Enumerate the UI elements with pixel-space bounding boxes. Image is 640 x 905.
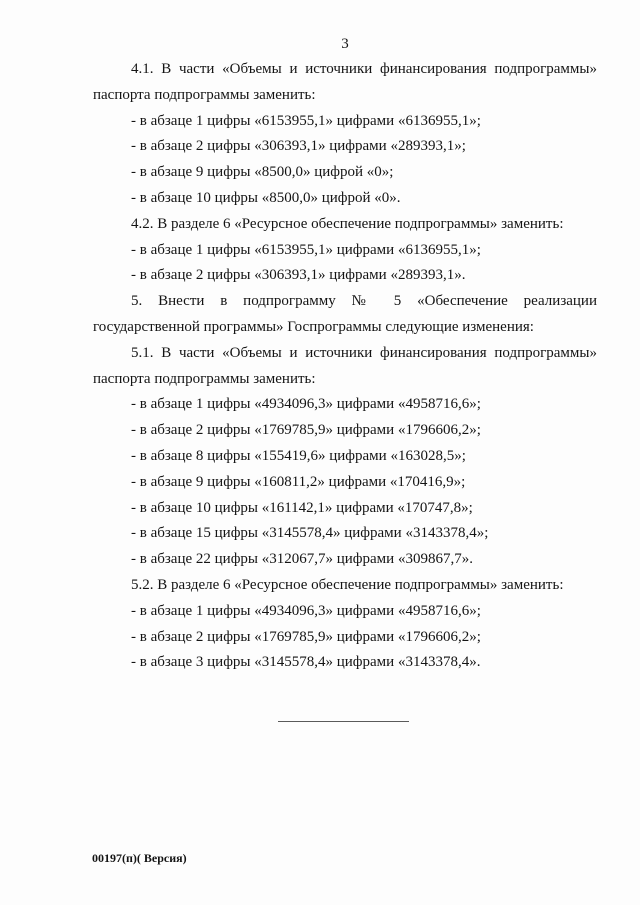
document-body [93,57,597,676]
paragraph-line: - в абзаце 2 цифры «306393,1» цифрами «289393,1». [131,267,466,284]
paragraph-line: - в абзаце 2 цифры «306393,1» цифрами «289393,1»; [131,138,466,155]
paragraph-line: 4.1. В части «Объемы и источники финансирования подпрограммы» [131,61,597,77]
paragraph-line: - в абзаце 1 цифры «6153955,1» цифрами «6136955,1»; [131,112,481,129]
paragraph-line: - в абзаце 1 цифры «6153955,1» цифрами «6136955,1»; [131,241,481,258]
amendment-item [93,625,597,651]
paragraph-line: паспорта подпрограммы заменить: [93,86,316,103]
clause-5-2 [93,573,597,599]
clause-5-1 [93,341,597,393]
paragraph-line: - в абзаце 9 цифры «160811,2» цифрами «170416,9»; [131,473,466,490]
document-footer-code: 00197(п)( Версия) [92,851,187,865]
amendment-item [93,263,597,289]
amendment-item [93,392,597,418]
amendment-item [93,547,597,573]
paragraph-line: 5. Внести в подпрограмму № 5 «Обеспечение реализации [131,293,597,310]
paragraph-line: 5.1. В части «Объемы и источники финансирования подпрограммы» [131,344,597,361]
amendment-item [93,444,597,470]
closing-divider [278,721,409,722]
amendment-item [93,186,597,212]
paragraph-line: - в абзаце 22 цифры «312067,7» цифрами «309867,7». [131,551,473,568]
amendment-item [93,160,597,186]
paragraph-line: паспорта подпрограммы заменить: [93,370,316,387]
page-number: 3 [341,36,349,52]
paragraph-line: - в абзаце 10 цифры «8500,0» цифрой «0». [131,189,401,206]
amendment-item [93,134,597,160]
paragraph-line: - в абзаце 8 цифры «155419,6» цифрами «163028,5»; [131,447,466,464]
amendment-item [93,521,597,547]
paragraph-line: государственной программы» Госпрограммы следующие изменения: [93,318,534,335]
amendment-item [93,418,597,444]
clause-4-1 [93,57,597,109]
paragraph-line: - в абзаце 2 цифры «1769785,9» цифрами «1796606,2»; [131,422,481,439]
paragraph-line: 5.2. В разделе 6 «Ресурсное обеспечение подпрограммы» заменить: [131,576,564,593]
clause-5 [93,289,597,341]
paragraph-line: 4.2. В разделе 6 «Ресурсное обеспечение подпрограммы» заменить: [131,215,564,232]
amendment-item [93,470,597,496]
paragraph-line: - в абзаце 9 цифры «8500,0» цифрой «0»; [131,164,394,181]
paragraph-line: - в абзаце 15 цифры «3145578,4» цифрами «3143378,4»; [131,525,489,542]
paragraph-line: - в абзаце 10 цифры «161142,1» цифрами «170747,8»; [131,499,473,516]
amendment-item [93,109,597,135]
paragraph-line: - в абзаце 1 цифры «4934096,3» цифрами «4958716,6»; [131,602,481,619]
clause-4-2 [93,212,597,238]
amendment-item [93,238,597,264]
paragraph-line: - в абзаце 2 цифры «1769785,9» цифрами «1796606,2»; [131,628,481,645]
amendment-item [93,650,597,676]
amendment-item [93,496,597,522]
paragraph-line: - в абзаце 3 цифры «3145578,4» цифрами «3143378,4». [131,654,481,671]
amendment-item [93,599,597,625]
paragraph-line: - в абзаце 1 цифры «4934096,3» цифрами «4958716,6»; [131,396,481,413]
